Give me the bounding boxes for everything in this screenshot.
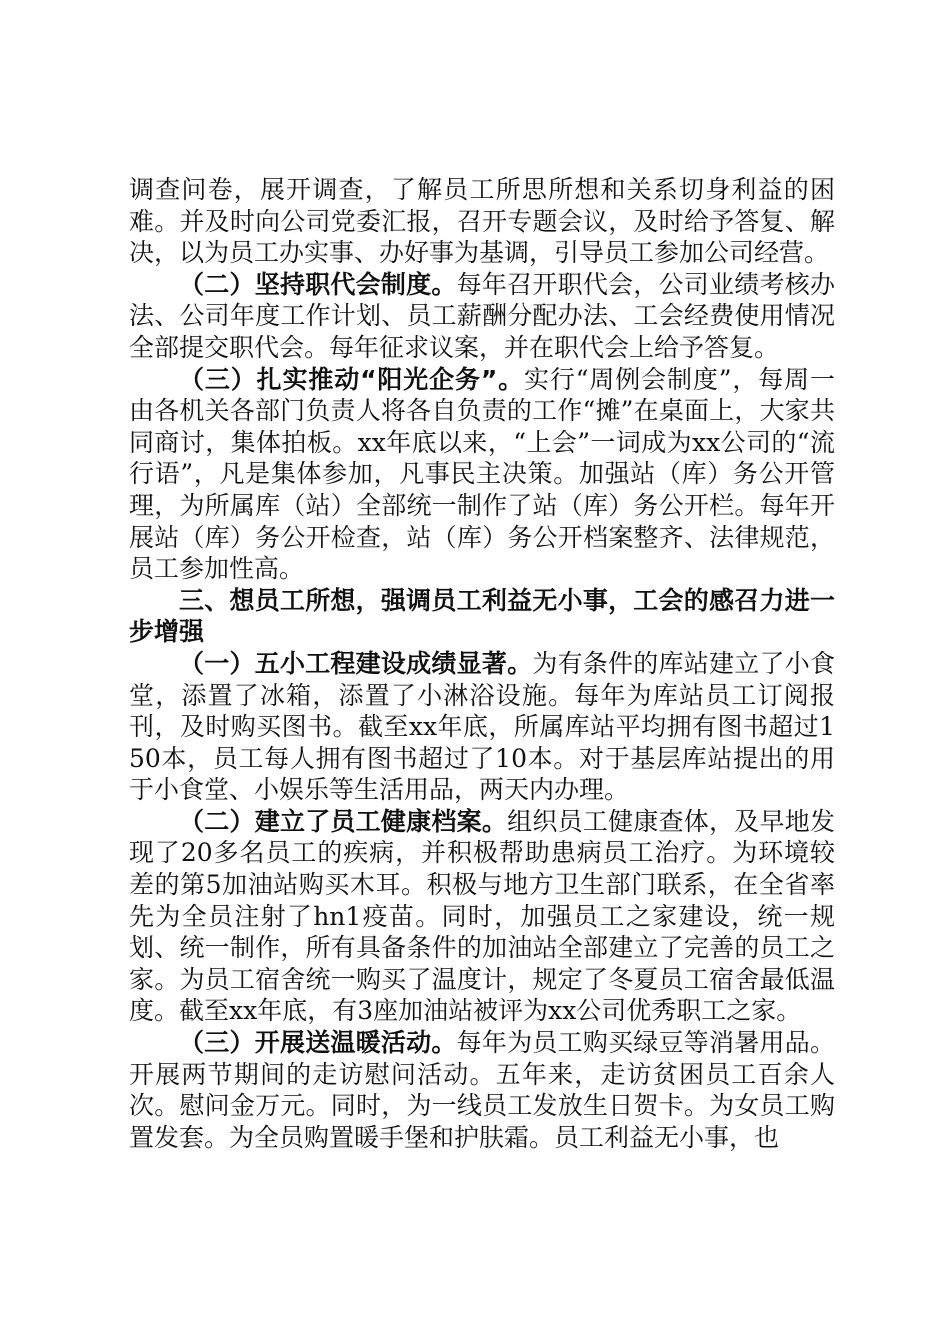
paragraph-continuation (129, 174, 835, 269)
paragraph-body: 实行“周例会制度”，每周一由各机关各部门负责人将各自负责的工作“摊”在桌面上，大家共同商讨，集体拍板。xx年底以来，“上会”一词成为xx公司的“流行语”，凡是集体参加，凡事民主决策。加强站（库）务公开管理，为所属库（站）全部统一制作了站（库）务公开栏。每年开展站（库）务公开检查，站（库）务公开档案整齐、法律规范，员工参加性高。 (129, 364, 835, 584)
paragraph-lead: （一）五小工程建设成绩显著。 (179, 648, 533, 678)
paragraph-lead: （三）开展送温暖活动。 (179, 1028, 457, 1058)
paragraph-lead: （二）建立了员工健康档案。 (179, 806, 508, 836)
paragraph-body: 每年召开职代会，公司业绩考核办法、公司年度工作计划、员工薪酬分配办法、工会经费使用情况全部提交职代会。每年征求议案，并在职代会上给予答复。 (129, 269, 835, 362)
paragraph-body: 为有条件的库站建立了小食堂，添置了冰箱，添置了小淋浴设施。每年为库站员工订阅报刊，及时购买图书。截至xx年底，所属库站平均拥有图书超过150本，员工每人拥有图书超过了10本。对于基层库站提出的用于小食堂、小娱乐等生活用品，两天内办理。 (129, 648, 835, 805)
document-page (129, 174, 835, 1153)
paragraph-lead: （二）坚持职代会制度。 (179, 269, 457, 299)
paragraph-item-3-2 (129, 806, 835, 1027)
paragraph-body: 每年为员工购买绿豆等消暑用品。开展两节期间的走访慰问活动。五年来，走访贫困员工百余人次。慰问金万元。同时，为一线员工发放生日贺卡。为女员工购置发套。为全员购置暖手堡和护肤霜。员工利益无小事，也 (129, 1028, 835, 1152)
paragraph-body: 组织员工健康查体，及早地发现了20多名员工的疾病，并积极帮助患病员工治疗。为环境较差的第5加油站购买木耳。积极与地方卫生部门联系，在全省率先为全员注射了hn1疫苗。同时，加强员工之家建设，统一规划、统一制作，所有具备条件的加油站全部建立了完善的员工之家。为员工宿舍统一购买了温度计，规定了冬夏员工宿舍最低温度。截至xx年底，有3座加油站被评为xx公司优秀职工之家。 (129, 806, 835, 1026)
paragraph-item-3-3 (129, 1027, 835, 1153)
paragraph-item-3-1 (129, 648, 835, 806)
paragraph-body: 调查问卷，展开调查，了解员工所思所想和关系切身利益的困难。并及时向公司党委汇报，召开专题会议，及时给予答复、解决，以为员工办实事、办好事为基调，引导员工参加公司经营。 (129, 175, 835, 268)
paragraph-item-2-2 (129, 364, 835, 585)
section-heading-text: 三、想员工所想，强调员工利益无小事，工会的感召力进一步增强 (129, 585, 835, 647)
paragraph-item-2-1 (129, 269, 835, 364)
section-heading (129, 585, 835, 648)
paragraph-lead: （三）扎实推动“阳光企务”。 (179, 364, 525, 394)
